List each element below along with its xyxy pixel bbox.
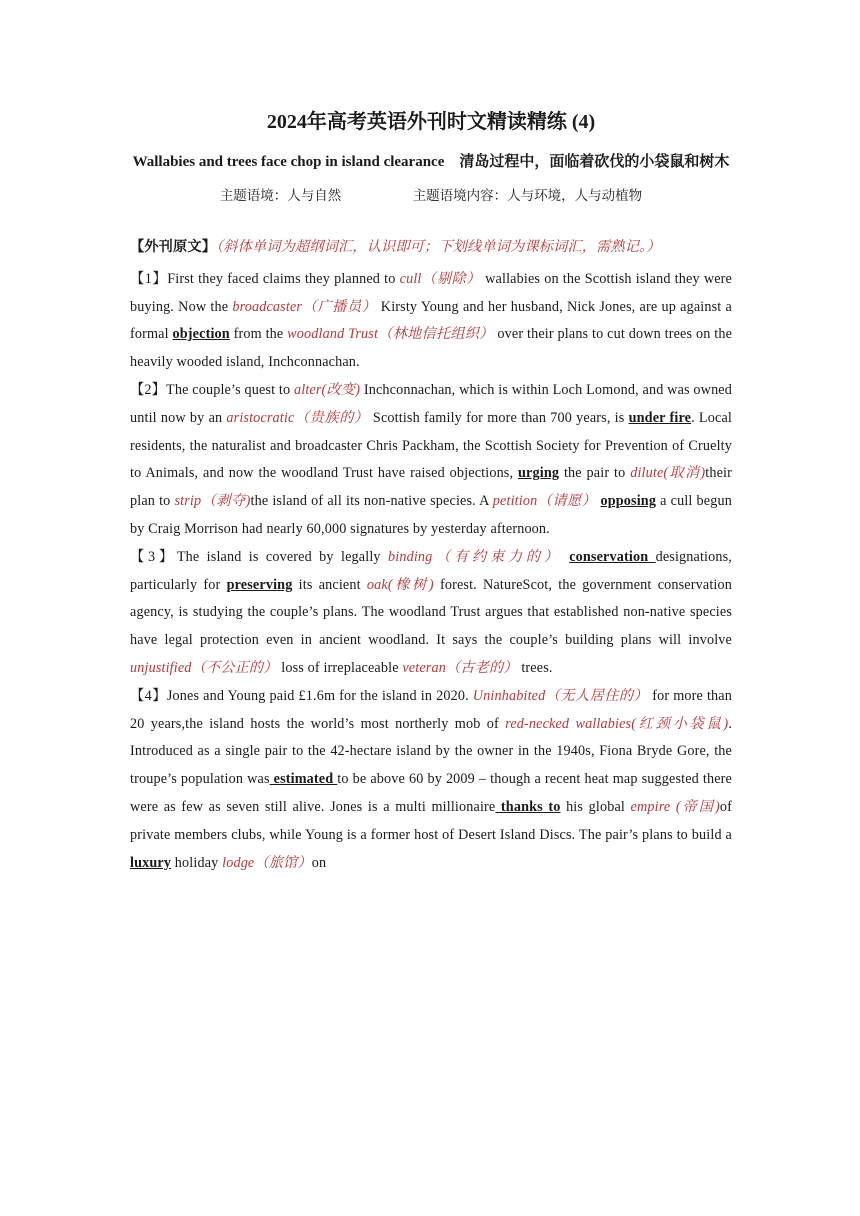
body-text: for more than 20 years,the island hosts the world’s most northerly mob of (130, 687, 732, 732)
body-text: Kirsty Young and her husband, Nick Jones, are up against a formal (130, 298, 732, 343)
glossed-term: broadcaster（广播员） (232, 298, 377, 315)
glossed-term: aristocratic（贵族的） (226, 409, 369, 426)
body-text: to be above 60 by 2009 – though a recent heat map suggested there were as few as seven still alive. Jones is a multi millionaire (130, 771, 733, 815)
source-heading (130, 234, 732, 262)
body-text: The couple’s quest to (166, 381, 294, 398)
vocab-term: objection (172, 326, 230, 343)
article-body (130, 266, 732, 878)
theme-label: 主题语境：人与自然 (219, 188, 342, 203)
body-text: Jones and Young paid £1.6m for the island in 2020. (166, 687, 473, 704)
body-text: his global (560, 798, 631, 815)
paragraph-number: 【1】 (130, 270, 168, 287)
body-text: a cull begun by Craig Morrison had nearly 60,000 signatures by yesterday afternoon. (130, 493, 732, 537)
theme-line (130, 184, 732, 204)
body-text: of private members clubs, while Young is a former host of Desert Island Discs. The pair’s plans to build a (130, 798, 732, 843)
body-text: Inchconnachan, which is within Loch Lomond, and was owned until now by an (130, 381, 733, 426)
paragraph (130, 544, 732, 683)
body-text: loss of irreplaceable (277, 659, 403, 676)
vocab-term: conservation (569, 548, 656, 565)
glossed-term: unjustified（不公正的） (130, 659, 278, 676)
glossed-term: strip（剥夺) (174, 493, 251, 510)
body-text: the island of all its non-native species. A (250, 493, 493, 510)
body-text: . Introduced as a single pair to the 42-hectare island by the owner in the 1940s, Fiona Bryde Gore, the troupe’s population was (130, 715, 733, 788)
body-text: the pair to (559, 465, 631, 482)
body-text: Scottish family for more than 700 years, is (368, 409, 629, 426)
source-label: 【外刊原文】 (130, 239, 217, 255)
body-text: First they faced claims they planned to (167, 270, 400, 287)
paragraph-number: 【3】 (130, 548, 177, 565)
body-text: forest. NatureScot, the government conservation agency, is studying the couple’s plans. The woodland Trust argues that established non-native species have legal protection even in ancient woodland. It says the couple’s building plans will involve (130, 576, 732, 649)
glossed-term: petition（请愿） (492, 493, 597, 510)
glossed-term: alter(改变) (294, 381, 361, 398)
glossed-term: woodland Trust（林地信托组织） (287, 326, 494, 343)
subtitle-english: Wallabies and trees face chop in island clearance (132, 154, 445, 170)
body-text: from the (229, 326, 288, 343)
body-text: over their plans to cut down trees on the heavily wooded island, Inchconnachan. (130, 326, 733, 371)
paragraph-number: 【2】 (130, 381, 167, 398)
body-text: wallabies on the Scottish island they were buying. Now the (130, 270, 733, 315)
subtitle-chinese: 清岛过程中，面临着砍伐的小袋鼠和树木 (459, 154, 730, 170)
body-text: its ancient (292, 576, 367, 593)
body-text: designations, particularly for (130, 548, 733, 593)
body-text: on (311, 854, 327, 871)
article-subtitle (130, 148, 732, 176)
glossed-term: dilute(取消) (630, 465, 706, 482)
glossed-term: cull（剔除） (399, 270, 482, 287)
body-text: The island is covered by legally (176, 548, 388, 565)
vocab-term: luxury (130, 854, 172, 871)
paragraph (130, 683, 732, 878)
glossed-term: lodge（旅馆） (222, 854, 312, 871)
page-title: 2024年高考英语外刊时文精读精练 (4) (266, 111, 596, 133)
vocab-term: opposing (600, 493, 657, 510)
paragraph (130, 266, 732, 377)
vocab-term: estimated (269, 771, 338, 788)
glossed-term: empire (帝国) (630, 798, 720, 815)
paragraph (130, 377, 732, 544)
theme-content: 主题语境内容：人与环境，人与动植物 (412, 188, 643, 203)
body-text: holiday (171, 854, 223, 871)
source-note: （斜体单词为超纲词汇，认识即可；下划线单词为课标词汇，需熟记。） (216, 239, 661, 255)
body-text: their plan to (130, 465, 732, 510)
glossed-term: Uninhabited（无人居住的） (472, 687, 649, 704)
glossed-term: veteran（古老的） (402, 659, 518, 676)
body-text: . Local residents, the naturalist and broadcaster Chris Packham, the Scottish Society for Prevention of Cruelty to Animals, and now the woodland Trust have raised objections, (130, 409, 732, 482)
paragraph-number: 【4】 (130, 687, 167, 704)
body-text: trees. (517, 659, 553, 676)
document-page (130, 100, 732, 877)
vocab-term: under fire (628, 409, 692, 426)
glossed-term: binding（有约束力的） (388, 548, 562, 565)
vocab-term: preserving (226, 576, 293, 593)
glossed-term: oak(橡树) (366, 576, 434, 593)
vocab-term: thanks to (495, 798, 561, 815)
glossed-term: red-necked wallabies(红颈小袋鼠) (505, 715, 729, 732)
vocab-term: urging (518, 465, 560, 482)
